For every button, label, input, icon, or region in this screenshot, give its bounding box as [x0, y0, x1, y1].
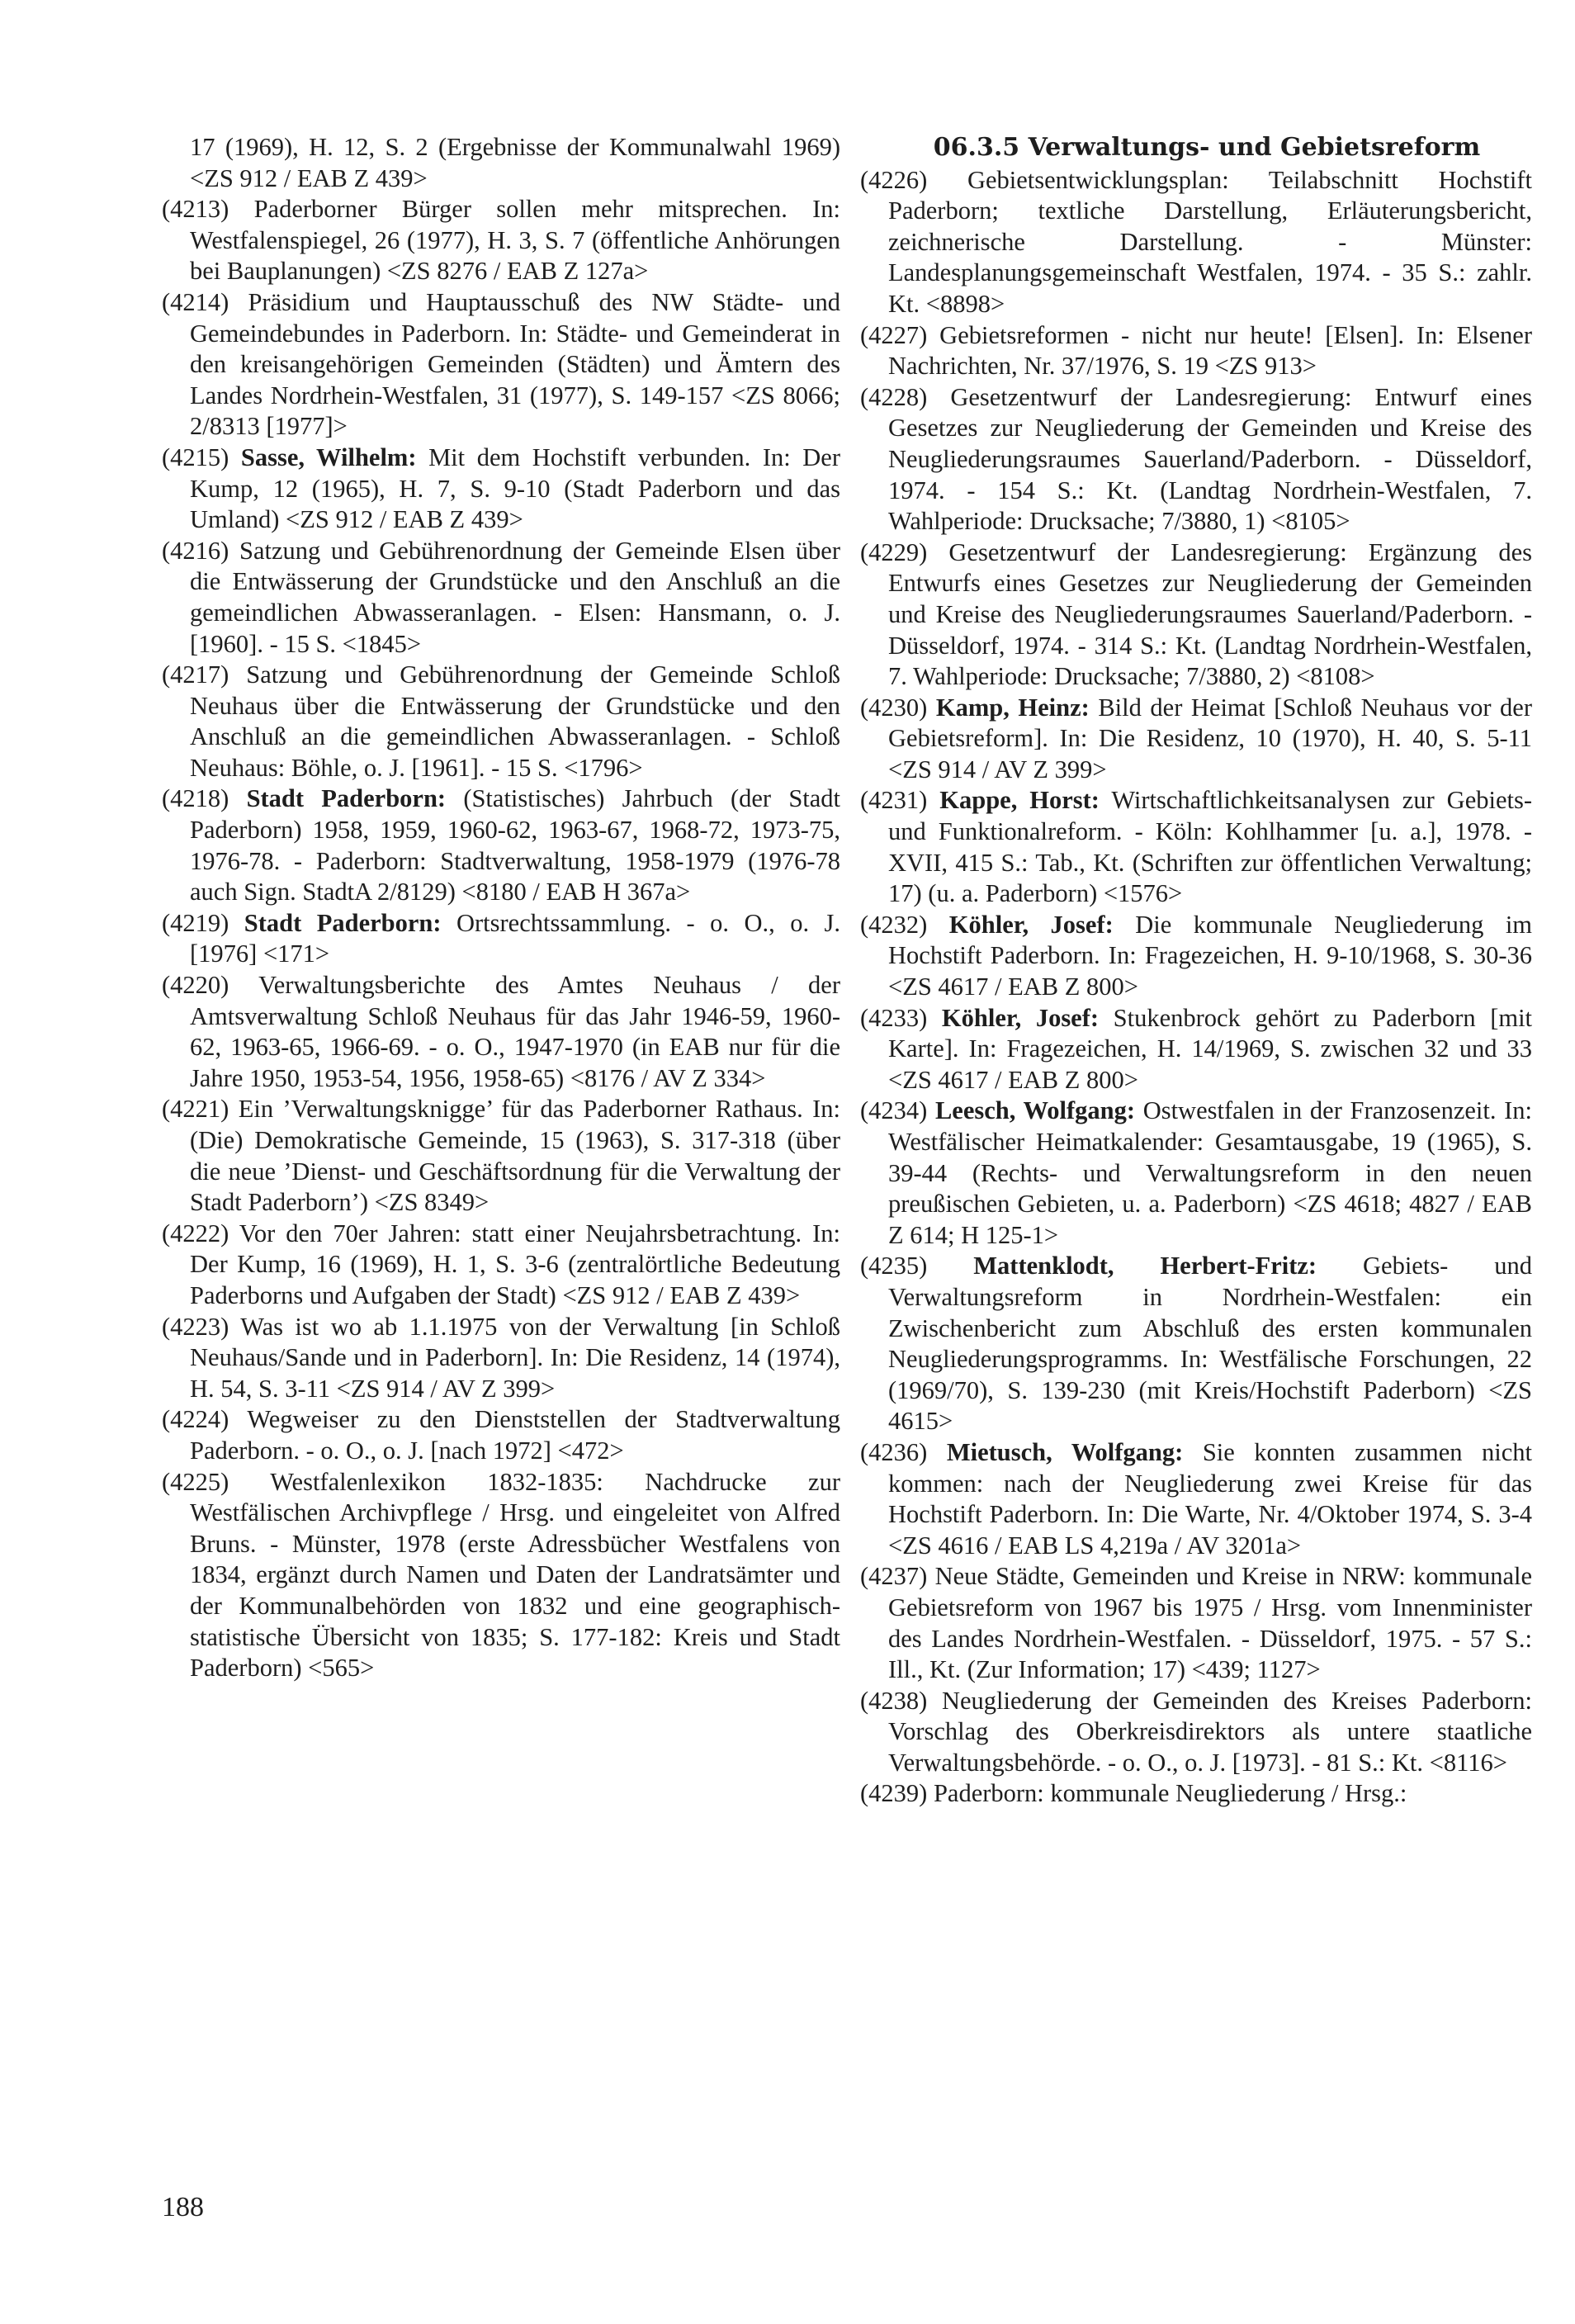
continuation-text: 17 (1969), H. 12, S. 2 (Ergebnisse der Kommunalwahl 1969) <ZS 912 / EAB Z 439> [190, 133, 840, 192]
entry-author: Kamp, Heinz: [935, 693, 1090, 722]
entry-text: (Statistisches) Jahrbuch (der Stadt Paderborn) 1958, 1959, 1960-62, 1963-67, 1968-72, 1973-75, 1976-78. - Paderborn: Stadtverwaltung, 1958-1979 (1976-78 auch Sign. StadtA 2/8129) <8180 / EAB H 367a> [190, 784, 841, 906]
entry-id: (4237) [860, 1562, 928, 1591]
entry-text: Paderborn: kommunale Neugliederung / Hrsg.: [933, 1779, 1407, 1808]
entry-id: (4217) [162, 660, 229, 689]
entry-author: Mattenklodt, Herbert-Fritz: [973, 1252, 1317, 1280]
entry-text: Ortsrechtssammlung. - o. O., o. J. [1976] <171> [190, 908, 841, 968]
entry-text: Was ist wo ab 1.1.1975 von der Verwaltung [in Schloß Neuhaus/Sande und in Paderborn]. In: Die Residenz, 14 (1974), H. 54, S. 3-11 <ZS 914 / AV Z 399> [190, 1312, 841, 1403]
left-column [162, 132, 840, 1684]
entry-author: Köhler, Josef: [941, 1003, 1100, 1032]
entry-id: (4214) [162, 287, 229, 316]
entry-text: Gebietsentwicklungsplan: Teilabschnitt Hochstift Paderborn; textliche Darstellung, Erläuterungsbericht, zeichnerische Darstellung. - Münster: Landesplanungsgemeinschaft Westfalen, 1974. - 35 S.: zahlr. Kt. <8898> [888, 165, 1533, 318]
entry-id: (4227) [860, 320, 928, 349]
entry-text: Gebiets- und Verwaltungsreform in Nordrhein-Westfalen: ein Zwischenbericht zum Abschluß des ersten kommunalen Neugliederungsprogramms. In: Westfälische Forschungen, 22 (1969/70), S. 139-230 (mit Kreis/Hochstift Paderborn) <ZS 4615> [888, 1252, 1533, 1436]
entry-text: Bild der Heimat [Schloß Neuhaus vor der Gebietsreform]. In: Die Residenz, 10 (1970), H. 40, S. 5-11 <ZS 914 / AV Z 399> [888, 693, 1533, 783]
entry-4223 [162, 1312, 840, 1405]
entry-4235 [860, 1251, 1532, 1437]
entry-4219 [162, 908, 840, 970]
entry-text: Wegweiser zu den Dienststellen der Stadtverwaltung Paderborn. - o. O., o. J. [nach 1972] <472> [190, 1405, 840, 1465]
entry-text: Gesetzentwurf der Landesregierung: Entwurf eines Gesetzes zur Neugliederung der Gemeinden und Kreise des Neugliederungsraumes Sauerland/Paderborn. - Düsseldorf, 1974. - 154 S.: Kt. (Landtag Nordrhein-Westfalen, 7. Wahlperiode: Drucksache; 7/3880, 1) <8105> [888, 382, 1532, 536]
entry-text: Satzung und Gebührenordnung der Gemeinde Elsen über die Entwässerung der Grundstücke und den Anschluß an die gemeindlichen Abwasseranlagen. - Elsen: Hansmann, o. J. [1960]. - 15 S. <1845> [190, 536, 841, 658]
entry-text: Sie konnten zusammen nicht kommen: nach der Neugliederung zwei Kreise für das Hochstift Paderborn. In: Die Warte, Nr. 4/Oktober 1974, S. 3-4 <ZS 4616 / EAB LS 4,219a / AV 3201a> [888, 1437, 1533, 1560]
entry-4217 [162, 660, 840, 783]
entry-4239 [860, 1778, 1532, 1810]
entry-text: Vor den 70er Jahren: statt einer Neujahrsbetrachtung. In: Der Kump, 16 (1969), H. 1, S. 3-6 (zentralörtliche Bedeutung Paderborns und Aufgaben der Stadt) <ZS 912 / EAB Z 439> [190, 1219, 841, 1309]
entry-text: Wirtschaftlichkeitsanalysen zur Gebiets- und Funktionalreform. - Köln: Kohlhammer [u. a.], 1978. - XVII, 415 S.: Tab., Kt. (Schriften zur öffentlichen Verwaltung; 17) (u. a. Paderborn) <1576> [888, 786, 1533, 908]
entry-text: Gebietsreformen - nicht nur heute! [Elsen]. In: Elsener Nachrichten, Nr. 37/1976, S. 19 <ZS 913> [888, 320, 1532, 381]
entry-4213 [162, 194, 840, 287]
entry-id: (4219) [162, 908, 229, 937]
entry-4226 [860, 165, 1532, 320]
entry-author: Stadt Paderborn: [244, 908, 442, 937]
entry-4233 [860, 1003, 1532, 1096]
entry-id: (4221) [162, 1095, 229, 1124]
right-column [860, 132, 1532, 1810]
entry-4216 [162, 536, 840, 660]
entry-4236 [860, 1437, 1532, 1561]
entry-id: (4234) [860, 1096, 928, 1125]
entry-id: (4222) [162, 1219, 229, 1247]
entry-id: (4213) [162, 195, 229, 224]
entry-id: (4229) [860, 537, 928, 566]
entry-author: Köhler, Josef: [948, 910, 1114, 939]
entry-id: (4215) [162, 443, 229, 471]
entry-text: Mit dem Hochstift verbunden. In: Der Kump, 12 (1965), H. 7, S. 9-10 (Stadt Paderborn und das Umland) <ZS 912 / EAB Z 439> [190, 443, 840, 534]
entry-id: (4230) [860, 693, 928, 722]
entry-4229 [860, 537, 1532, 693]
entry-id: (4233) [860, 1003, 928, 1032]
entry-4237 [860, 1561, 1532, 1685]
entry-4230 [860, 693, 1532, 786]
entry-id: (4232) [860, 910, 928, 939]
entry-4231 [860, 785, 1532, 909]
entry-text: Paderborner Bürger sollen mehr mitsprechen. In: Westfalenspiegel, 26 (1977), H. 3, S. 7 (öffentliche Anhörungen bei Bauplanungen) <ZS 8276 / EAB Z 127a> [190, 195, 840, 286]
entry-text: Stukenbrock gehört zu Paderborn [mit Karte]. In: Fragezeichen, H. 14/1969, S. zwischen 32 und 33 <ZS 4617 / EAB Z 800> [888, 1003, 1533, 1094]
entry-4228 [860, 382, 1532, 537]
entry-author: Kappe, Horst: [939, 786, 1100, 815]
entry-text: Ostwestfalen in der Franzosenzeit. In: Westfälischer Heimatkalender: Gesamtausgabe, 19 (1965), S. 39-44 (Rechts- und Verwaltungsreform in den neuen preußischen Gebieten, u. a. Paderborn) <ZS 4618; 4827 / EAB Z 614; H 125-1> [888, 1096, 1533, 1249]
entry-text: Ein ’Verwaltungsknigge’ für das Paderborner Rathaus. In: (Die) Demokratische Gemeinde, 15 (1963), S. 317-318 (über die neue ’Dienst- und Geschäftsordnung für die Verwaltung der Stadt Paderborn’) <ZS 8349> [190, 1095, 841, 1217]
section-heading: 06.3.5 Verwaltungs- und Gebietsreform [933, 133, 1481, 162]
entry-author: Leesch, Wolfgang: [934, 1096, 1136, 1125]
entry-id: (4224) [162, 1405, 229, 1434]
entry-4220 [162, 970, 840, 1094]
entry-text: Westfalenlexikon 1832-1835: Nachdrucke zur Westfälischen Archivpflege / Hrsg. und eingeleitet von Alfred Bruns. - Münster, 1978 (erste Adressbücher Westfalens von 1834, ergänzt durch Namen und Daten der Landratsämter und der Kommunalbehörden von 1832 und eine geographisch-statistische Übersicht von 1835; S. 177-182: Kreis und Stadt Paderborn) <565> [190, 1467, 840, 1683]
entry-id: (4238) [860, 1686, 928, 1715]
entry-4221 [162, 1094, 840, 1218]
entry-id: (4226) [860, 165, 928, 194]
entry-4234 [860, 1096, 1532, 1251]
entry-4225 [162, 1467, 840, 1684]
entry-4227 [860, 320, 1532, 382]
entry-author: Sasse, Wilhelm: [240, 443, 417, 471]
entry-id: (4235) [860, 1252, 928, 1280]
entry-id: (4220) [162, 971, 229, 1000]
entry-id: (4236) [860, 1437, 928, 1466]
entry-4238 [860, 1686, 1532, 1779]
entry-text: Die kommunale Neugliederung im Hochstift Paderborn. In: Fragezeichen, H. 9-10/1968, S. 30-36 <ZS 4617 / EAB Z 800> [888, 910, 1533, 1001]
entry-4218 [162, 783, 840, 907]
entry-4214 [162, 287, 840, 443]
entry-id: (4218) [162, 784, 229, 813]
entry-id: (4239) [860, 1779, 928, 1808]
entry-4215 [162, 443, 840, 536]
entry-id: (4228) [860, 382, 928, 411]
entry-text: Neue Städte, Gemeinden und Kreise in NRW: kommunale Gebietsreform von 1967 bis 1975 / Hrsg. vom Innenminister des Landes Nordrhein-Westfalen. - Düsseldorf, 1975. - 57 S.: Ill., Kt. (Zur Information; 17) <439; 1127> [888, 1562, 1532, 1684]
entry-text: Verwaltungsberichte des Amtes Neuhaus / der Amtsverwaltung Schloß Neuhaus für das Jahr 1946-59, 1960-62, 1963-65, 1966-69. - o. O., 1947-1970 (in EAB nur für die Jahre 1950, 1953-54, 1956, 1958-65) <8176 / AV Z 334> [190, 971, 840, 1092]
entry-id: (4231) [860, 786, 928, 815]
entry-author: Mietusch, Wolfgang: [946, 1437, 1184, 1466]
entry-id: (4223) [162, 1312, 229, 1341]
entry-id: (4225) [162, 1467, 229, 1496]
entry-text: Satzung und Gebührenordnung der Gemeinde Schloß Neuhaus über die Entwässerung der Grundstücke und den Anschluß an die gemeindlichen Abwasseranlagen. - Schloß Neuhaus: Böhle, o. J. [1961]. - 15 S. <1796> [190, 660, 841, 782]
entry-text: Gesetzentwurf der Landesregierung: Ergänzung des Entwurfs eines Gesetzes zur Neugliederung der Gemeinden und Kreise des Neugliederungsraumes Sauerland/Paderborn. - Düsseldorf, 1974. - 314 S.: Kt. (Landtag Nordrhein-Westfalen, 7. Wahlperiode: Drucksache; 7/3880, 2) <8108> [888, 537, 1533, 691]
entry-4224 [162, 1404, 840, 1466]
entry-author: Stadt Paderborn: [246, 784, 447, 813]
page-number: 188 [162, 2192, 204, 2222]
entry-4232 [860, 910, 1532, 1003]
entry-text: Neugliederung der Gemeinden des Kreises Paderborn: Vorschlag des Oberkreisdirektors als untere staatliche Verwaltungsbehörde. - o. O., o. J. [1973]. - 81 S.: Kt. <8116> [888, 1686, 1532, 1777]
entry-4222 [162, 1219, 840, 1312]
entry-text: Präsidium und Hauptausschuß des NW Städte- und Gemeindebundes in Paderborn. In: Städte- und Gemeinderat in den kreisangehörigen Gemeinden (Städten) und Ämtern des Landes Nordrhein-Westfalen, 31 (1977), S. 149-157 <ZS 8066; 2/8313 [1977]> [190, 287, 840, 441]
entry-id: (4216) [162, 536, 229, 565]
